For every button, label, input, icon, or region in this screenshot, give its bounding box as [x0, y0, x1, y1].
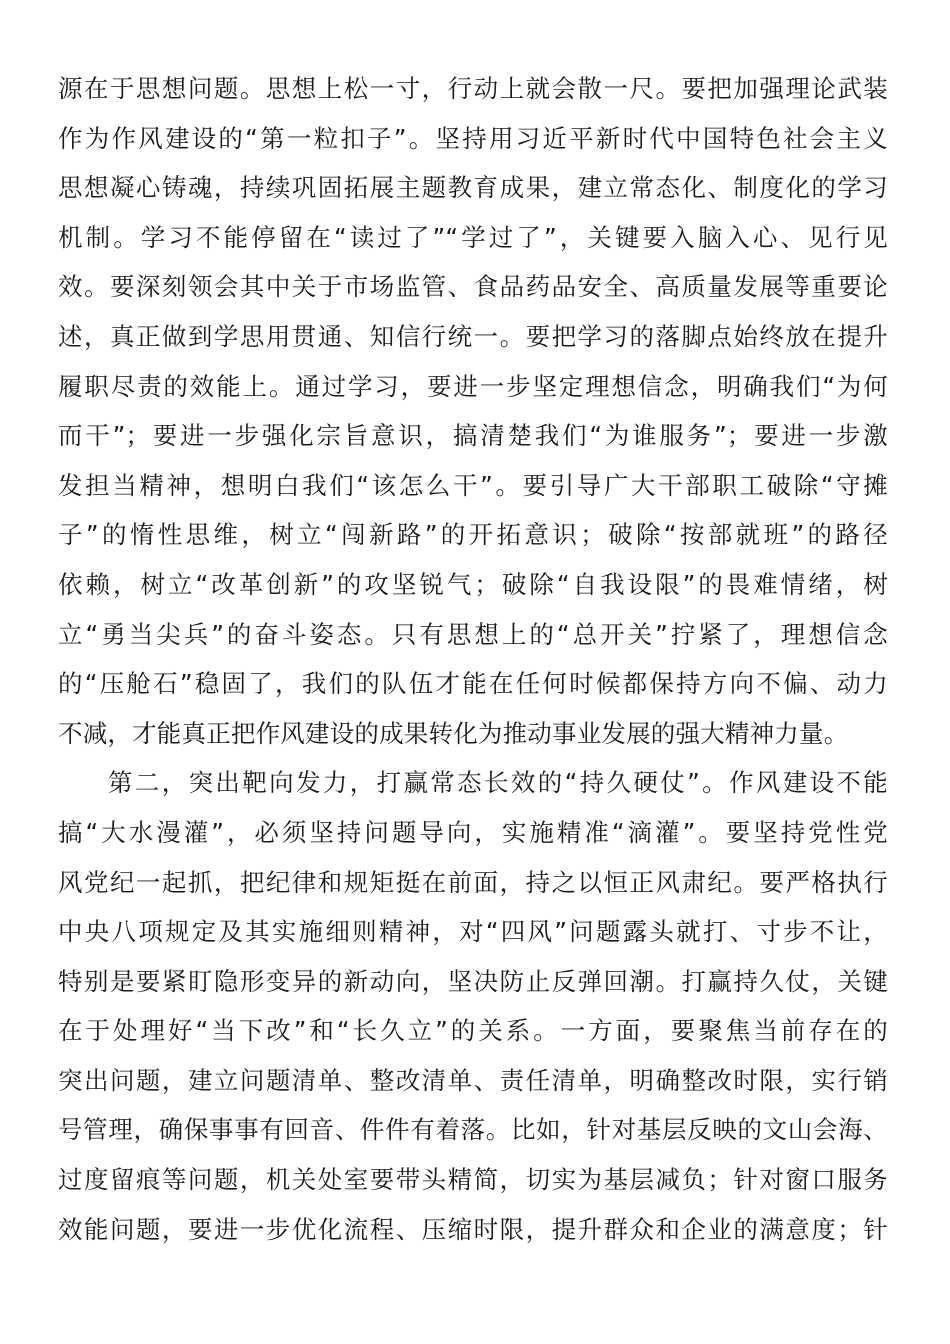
text-line: 述，真正做到学思用贯通、知信行统一。要把学习的落脚点始终放在提升 — [58, 321, 888, 351]
text-line: 发担当精神，想明白我们“该怎么干”。要引导广大干部职工破除“守摊 — [58, 470, 888, 500]
text-line: 风党纪一起抓，把纪律和规矩挺在前面，持之以恒正风肃纪。要严格执行 — [58, 867, 888, 897]
text-line: 号管理，确保事事有回音、件件有着落。比如，针对基层反映的文山会海、 — [58, 1115, 888, 1145]
text-line: 效能问题，要进一步优化流程、压缩时限，提升群众和企业的满意度；针 — [58, 1214, 888, 1244]
text-line: 的“压舱石”稳固了，我们的队伍才能在任何时候都保持方向不偏、动力 — [58, 669, 888, 699]
text-line: 源在于思想问题。思想上松一寸，行动上就会散一尺。要把加强理论武装 — [58, 74, 888, 103]
text-line: 在于处理好“当下改”和“长久立”的关系。一方面，要聚焦当前存在的 — [58, 1016, 888, 1046]
text-line: 依赖，树立“改革创新”的攻坚锐气；破除“自我设限”的畏难情绪，树 — [58, 569, 888, 599]
text-line: 中央八项规定及其实施细则精神，对“四风”问题露头就打、寸步不让， — [58, 917, 888, 947]
text-line: 不减，才能真正把作风建设的成果转化为推动事业发展的强大精神力量。 — [58, 718, 849, 748]
text-line: 履职尽责的效能上。通过学习，要进一步坚定理想信念，明确我们“为何 — [58, 371, 888, 401]
text-line: 过度留痕等问题，机关处室要带头精简，切实为基层减负；针对窗口服务 — [58, 1165, 888, 1195]
text-line: 而干”；要进一步强化宗旨意识，搞清楚我们“为谁服务”；要进一步激 — [58, 421, 888, 451]
text-line: 机制。学习不能停留在“读过了”“学过了”，关键要入脑入心、见行见 — [58, 222, 888, 252]
text-line: 搞“大水漫灌”，必须坚持问题导向，实施精准“滴灌”。要坚持党性党 — [58, 817, 888, 847]
text-line: 特别是要紧盯隐形变异的新动向，坚决防止反弹回潮。打赢持久仗，关键 — [58, 966, 888, 996]
text-line: 立“勇当尖兵”的奋斗姿态。只有思想上的“总开关”拧紧了，理想信念 — [58, 619, 888, 649]
text-line: 效。要深刻领会其中关于市场监管、食品药品安全、高质量发展等重要论 — [58, 272, 888, 302]
text-line: 思想凝心铸魂，持续巩固拓展主题教育成果，建立常态化、制度化的学习 — [58, 173, 888, 203]
text-line: 子”的惰性思维，树立“闯新路”的开拓意识；破除“按部就班”的路径 — [58, 520, 888, 550]
text-line: 作为作风建设的“第一粒扣子”。坚持用习近平新时代中国特色社会主义 — [58, 123, 888, 153]
text-line: 第二，突出靶向发力，打赢常态长效的“持久硬仗”。作风建设不能 — [108, 768, 888, 798]
body-text — [58, 64, 888, 1254]
text-line: 突出问题，建立问题清单、整改清单、责任清单，明确整改时限，实行销 — [58, 1065, 888, 1095]
